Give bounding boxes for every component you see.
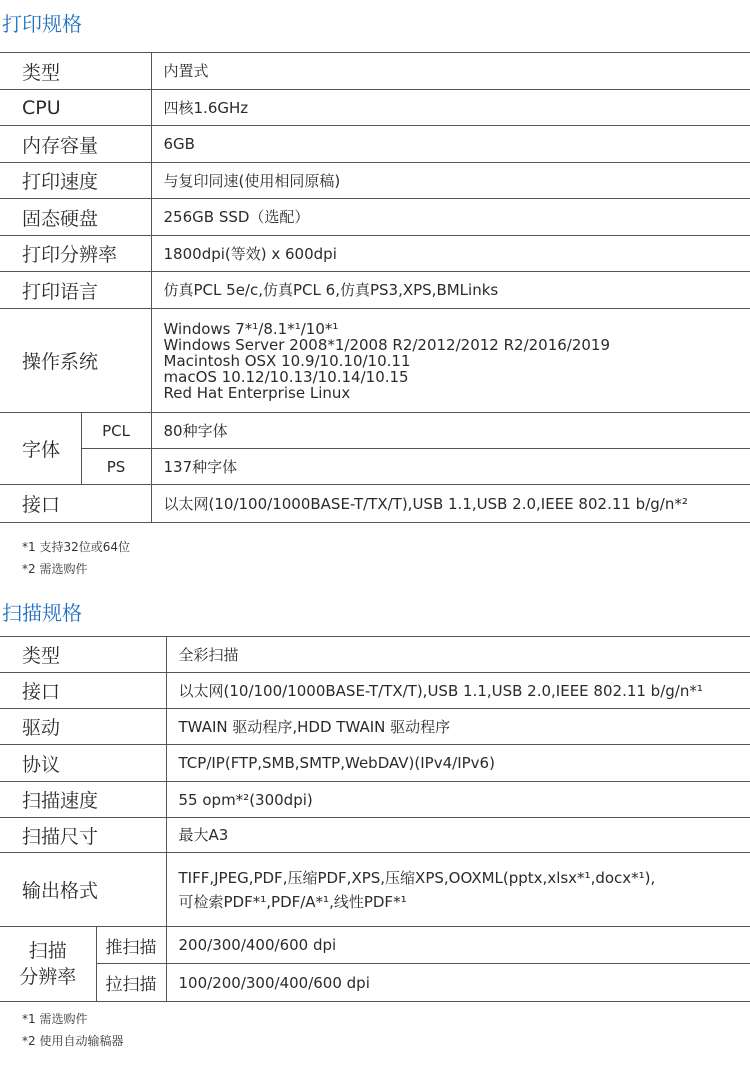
row-label: 扫描尺寸: [0, 818, 166, 853]
resolution-label-line: 分辨率: [19, 966, 77, 988]
output-line: TIFF,JPEG,PDF,压缩PDF,XPS,压缩XPS,OOXML(pptx,xlsx*¹,docx*¹),: [178, 868, 656, 887]
table-row: [0, 90, 750, 126]
os-value: [151, 309, 750, 413]
note: *1 支持32位或64位: [22, 540, 130, 554]
fonts-ps-label: PS: [81, 449, 151, 485]
table-row: [0, 782, 750, 818]
row-value: 256GB SSD（选配）: [151, 199, 750, 236]
os-line: Red Hat Enterprise Linux: [163, 383, 351, 402]
row-label: 内存容量: [0, 126, 151, 163]
table-row: [0, 53, 750, 90]
output-value: [166, 853, 750, 927]
table-row: [0, 673, 750, 709]
row-value: 以太网(10/100/1000BASE-T/TX/T),USB 1.1,USB 2.0,IEEE 802.11 b/g/n*¹: [166, 673, 750, 709]
os-label: 操作系统: [0, 309, 151, 413]
row-label: 类型: [0, 53, 151, 90]
row-value: 1800dpi(等效) x 600dpi: [151, 236, 750, 272]
output-label: 输出格式: [0, 853, 166, 927]
fonts-pcl-value: 80种字体: [151, 413, 750, 449]
os-row: [0, 309, 750, 413]
print-notes: [22, 536, 130, 580]
resolution-row-pull: [0, 964, 750, 1002]
row-label: 固态硬盘: [0, 199, 151, 236]
table-row: [0, 199, 750, 236]
resolution-label: [0, 927, 96, 1002]
interface-label: 接口: [0, 485, 151, 523]
table-row: [0, 745, 750, 782]
table-row: [0, 126, 750, 163]
row-label: 接口: [0, 673, 166, 709]
scan-section-title: 扫描规格: [2, 601, 82, 625]
font-row-pcl: [0, 413, 750, 449]
push-scan-label: 推扫描: [96, 927, 166, 964]
output-line: 可检索PDF*¹,PDF/A*¹,线性PDF*¹: [178, 892, 407, 911]
table-row: [0, 709, 750, 745]
push-scan-value: 200/300/400/600 dpi: [166, 927, 750, 964]
os-line: macOS 10.12/10.13/10.14/10.15: [163, 367, 409, 386]
interface-row: [0, 485, 750, 523]
row-label: 打印语言: [0, 272, 151, 309]
row-label: 类型: [0, 637, 166, 673]
row-label: 扫描速度: [0, 782, 166, 818]
row-value: 最大A3: [166, 818, 750, 853]
table-row: [0, 163, 750, 199]
row-value: 6GB: [151, 126, 750, 163]
interface-value: 以太网(10/100/1000BASE-T/TX/T),USB 1.1,USB 2.0,IEEE 802.11 b/g/n*²: [151, 485, 750, 523]
row-label: CPU: [0, 90, 151, 126]
row-label: 协议: [0, 745, 166, 782]
note: *2 使用自动输稿器: [22, 1034, 124, 1048]
os-line: Macintosh OSX 10.9/10.10/10.11: [163, 351, 411, 370]
output-row: [0, 853, 750, 927]
row-value: 全彩扫描: [166, 637, 750, 673]
table-row: [0, 818, 750, 853]
pull-scan-label: 拉扫描: [96, 964, 166, 1002]
row-value: 与复印同速(使用相同原稿): [151, 163, 750, 199]
fonts-pcl-label: PCL: [81, 413, 151, 449]
os-line: Windows 7*¹/8.1*¹/10*¹: [163, 319, 339, 338]
print-spec-table: [0, 52, 750, 523]
row-label: 打印分辨率: [0, 236, 151, 272]
row-value: TWAIN 驱动程序,HDD TWAIN 驱动程序: [166, 709, 750, 745]
row-value: 四核1.6GHz: [151, 90, 750, 126]
row-value: 内置式: [151, 53, 750, 90]
resolution-row-push: [0, 927, 750, 964]
row-label: 驱动: [0, 709, 166, 745]
note: *2 需选购件: [22, 562, 88, 576]
table-row: [0, 236, 750, 272]
note: *1 需选购件: [22, 1012, 88, 1026]
fonts-label: 字体: [0, 413, 81, 485]
row-label: 打印速度: [0, 163, 151, 199]
scan-notes: [22, 1008, 123, 1052]
row-value: 仿真PCL 5e/c,仿真PCL 6,仿真PS3,XPS,BMLinks: [151, 272, 750, 309]
resolution-label-line: 扫描: [28, 940, 67, 962]
print-section-title: 打印规格: [2, 12, 82, 36]
os-line: Windows Server 2008*1/2008 R2/2012/2012 R2/2016/2019: [163, 335, 611, 354]
pull-scan-value: 100/200/300/400/600 dpi: [166, 964, 750, 1002]
font-row-ps: [0, 449, 750, 485]
row-value: TCP/IP(FTP,SMB,SMTP,WebDAV)(IPv4/IPv6): [166, 745, 750, 782]
fonts-ps-value: 137种字体: [151, 449, 750, 485]
table-row: [0, 637, 750, 673]
row-value: 55 opm*²(300dpi): [166, 782, 750, 818]
scan-spec-table: [0, 636, 750, 1002]
table-row: [0, 272, 750, 309]
